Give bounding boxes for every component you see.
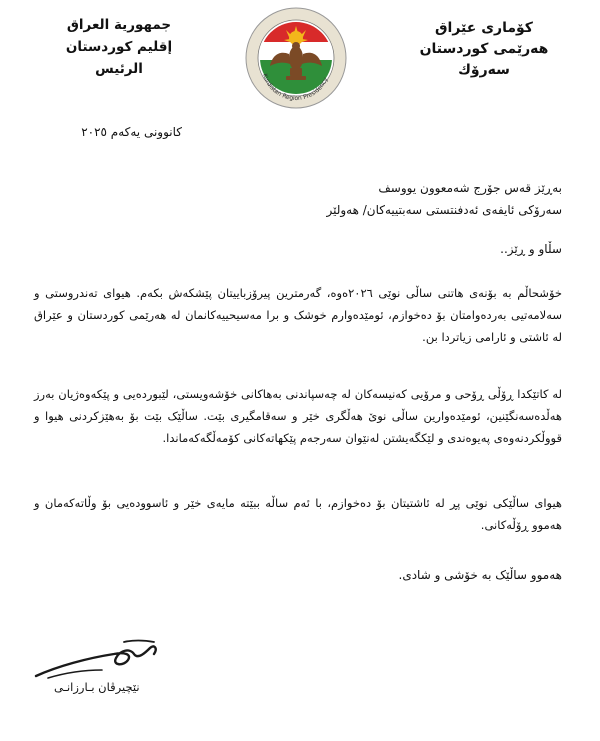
recipient-line: بەڕێز قەس جۆرج شەمعوون یووسف [378,181,562,195]
header-arabic-line: إقليم كوردستان [65,39,173,55]
body-paragraph: هیوای ساڵێکی نوێی پڕ لە ئاشتیتان بۆ دەخوازم، با ئەم ساڵە ببێتە مایەی خێر و ئاسوودەیی بۆ وڵاتەکەمان و هەموو ڕۆڵەکانی. [34,496,562,532]
recipient-line: سەرۆکی ئایفەی ئەدفنتستی سەبتییەکان/ هەولێر [326,203,562,217]
header-arabic [34,14,204,80]
handwritten-signature [28,636,168,684]
closing-line: هەموو ساڵێک بە خۆشی و شادی. [398,568,562,582]
header-kurdish-line: سەرۆك [458,62,510,78]
signer-name: نێچیرڤان بـارزانـی [54,680,140,694]
seal-emblem-icon [244,6,348,110]
body-paragraph: خۆشحاڵم بە بۆنەی هاتنی ساڵی نوێی ٢٠٢٦ەوە، گەرمترین پیرۆزباییتان پێشکەش بکەم. هیوای تەندروستی و سەلامەتیی بەردەوامتان بۆ دەخوازم، ئومێدەوارم خوشک و برا مەسیحییەکانمان لە هەرێمی کوردستان و عێراق لە ئاشتی و ئارامی زیاتردا بن. [34,286,562,344]
header-kurdish-line: هەرێمی کوردستان [419,41,549,57]
presidency-seal [244,6,348,110]
header-kurdish-line: كۆماری عێراق [435,20,533,36]
header-kurdish [404,18,564,81]
body-paragraph: لە کاتێکدا ڕۆڵی ڕۆحی و مرۆیی کەنیسەکان لە چەسپاندنی بەهاکانی خۆشەویستی، لێبوردەیی و پێکەوەژیان بەرز هەڵدەسەنگێنین، ئومێدەوارین ساڵی نوێ هەڵگری خێر و سەقامگیری بێت. ساڵێک بێت بۆ بەهێزکردنی هیوا و قووڵکردنەوەی پەیوەندی و لێکگەیشتن لەنێوان سەرجەم پێکهاتەکانی کۆمەڵگەکەماندا. [34,387,562,445]
recipient-block [102,177,562,221]
header-arabic-line: الرئيس [95,61,143,77]
greeting: سڵاو و ڕێز.. [500,242,562,256]
letter-date: کانوونی یەکەم ٢٠٢٥ [81,125,182,139]
seal-caption: Kurdistan Region Presidency [261,72,330,103]
header-arabic-line: جمهورية العراق [66,17,172,33]
